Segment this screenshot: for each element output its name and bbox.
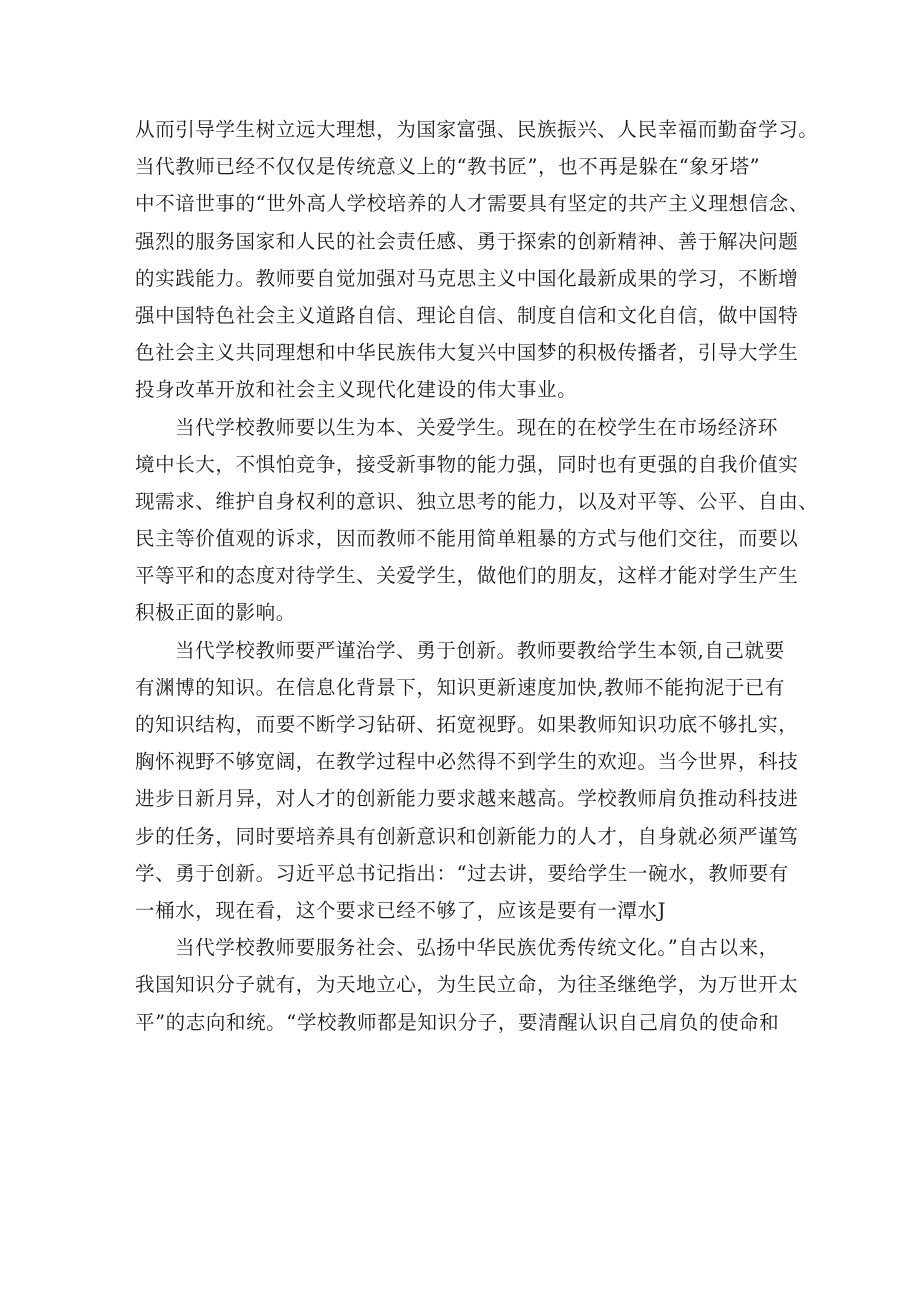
- text-line: 的知识结构，而要不断学习钻研、拓宽视野。如果教师知识功底不够扎实，: [135, 713, 799, 736]
- text-line: 当代教师已经不仅仅是传统意义上的“教书匠”，也不再是躲在“象牙塔”: [135, 155, 761, 179]
- text-line: 当代学校教师要以生为本、关爱学生。现在的在校学生在市场经济环: [175, 415, 779, 439]
- text-line: 投身改革开放和社会主义现代化建设的伟大事业。: [135, 378, 578, 402]
- paragraph-3: [135, 632, 799, 930]
- text-line: 进步日新月异，对人才的创新能力要求越来越高。学校教师肩负推动科技进: [135, 787, 799, 811]
- paragraph-1: [135, 111, 819, 409]
- text-line: 我国知识分子就有，为天地立心，为生民立命，为往圣继绝学，为万世开太: [135, 973, 799, 997]
- text-line: 学、勇于创新。习近平总书记指出：“过去讲，要给学生一碗水，教师要有: [135, 861, 789, 885]
- text-line: 的实践能力。教师要自觉加强对马克思主义中国化最新成果的学习，不断增: [135, 266, 799, 290]
- text-line: 色社会主义共同理想和中华民族伟大复兴中国梦的积极传播者，引导大学生: [135, 341, 799, 365]
- text-line: 积极正面的影响。: [135, 601, 296, 625]
- body-text: [135, 111, 819, 1041]
- text-line: 现需求、维护自身权利的意识、独立思考的能力，以及对平等、公平、自由、: [135, 489, 819, 513]
- text-line: 一桶水，现在看，这个要求已经不够了，应该是要有一潭水J: [135, 898, 667, 922]
- text-line: 民主等价值观的诉求，因而教师不能用简单粗暴的方式与他们交往，而要以: [135, 527, 799, 551]
- text-line: 当代学校教师要严谨治学、勇于创新。教师要教给学生本领,自己就要: [175, 638, 785, 662]
- text-line: 有渊博的知识。在信息化背景下，知识更新速度加快,教师不能拘泥于已有: [135, 675, 785, 699]
- text-line: 中不谙世事的“世外高人学校培养的人才需要具有坚定的共产主义理想信念、: [135, 192, 809, 216]
- paragraph-4: [135, 929, 799, 1041]
- text-line: 境中长大，不惧怕竞争，接受新事物的能力强，同时也有更强的自我价值实: [135, 452, 799, 476]
- text-line: 从而引导学生树立远大理想，为国家富强、民族振兴、人民幸福而勤奋学习。: [135, 118, 819, 141]
- text-line: 强中国特色社会主义道路自信、理论自信、制度自信和文化自信，做中国特: [135, 303, 799, 327]
- text-line: 胸怀视野不够宽阔，在教学过程中必然得不到学生的欢迎。当今世界，科技: [135, 750, 799, 774]
- text-line: 平”的志向和统。“学校教师都是知识分子，要清醒认识自己肩负的使命和: [135, 1010, 780, 1034]
- text-line: 强烈的服务国家和人民的社会责任感、勇于探索的创新精神、善于解决问题: [135, 229, 799, 253]
- text-line: 当代学校教师要服务社会、弘扬中华民族优秀传统文化。”自古以来，: [175, 936, 779, 960]
- text-line: 步的任务，同时要培养具有创新意识和创新能力的人才，自身就必须严谨笃: [135, 824, 799, 848]
- text-line: 平等平和的态度对待学生、关爱学生，做他们的朋友，这样才能对学生产生: [135, 564, 799, 588]
- paragraph-2: [135, 409, 819, 632]
